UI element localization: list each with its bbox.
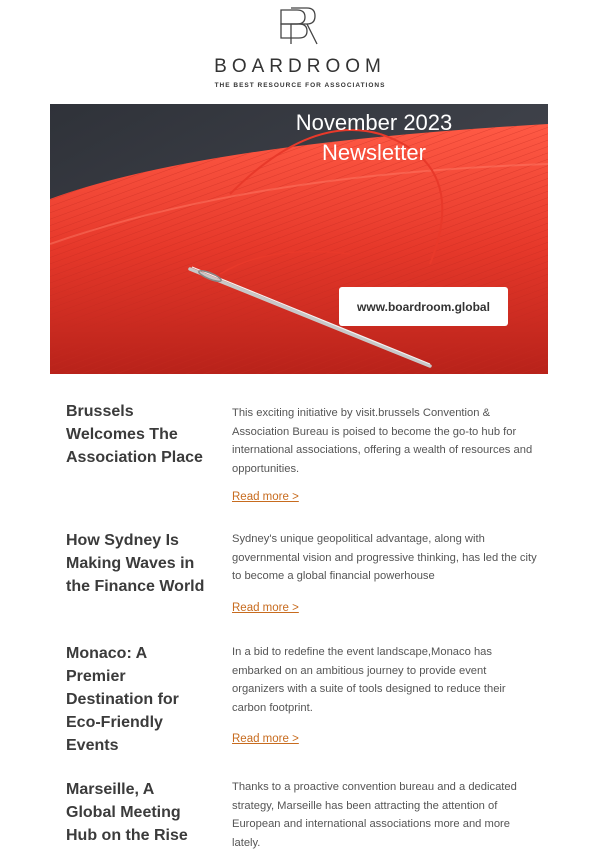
br-monogram-logo[interactable] — [277, 6, 321, 46]
newsletter-title-line2: Newsletter — [322, 140, 426, 165]
newsletter-title — [274, 108, 474, 168]
read-more-link[interactable]: Read more > — [232, 602, 299, 614]
read-more-link[interactable]: Read more > — [232, 491, 299, 503]
website-link-button[interactable]: www.boardroom.global — [339, 287, 508, 326]
read-more-link[interactable]: Read more > — [232, 733, 299, 745]
article-summary: Sydney's unique geopolitical advantage, along with governmental vision and progressive thinking, has led the city to become a global financial powerhouse — [232, 533, 537, 582]
header — [0, 0, 600, 104]
article-title[interactable]: Brussels Welcomes The Association Place — [66, 403, 203, 466]
newsletter-title-line1: November 2023 — [295, 110, 453, 135]
brand-tagline: THE BEST RESOURCE FOR ASSOCIATIONS — [214, 82, 386, 89]
article-summary: This exciting initiative by visit.brussels Convention & Association Bureau is poised to become the go-to hub for international associations, offering a wealth of resources and opportunities. — [232, 407, 533, 475]
article-summary: In a bid to redefine the event landscape,Monaco has embarked on an ambitious journey to provide event organizers with a suite of tools designed to reduce their carbon footprint. — [232, 646, 506, 714]
article-summary: Thanks to a proactive convention bureau and a dedicated strategy, Marseille has been attracting the attention of European and international associations more and more lately. — [232, 781, 517, 849]
article-title[interactable]: Marseille, A Global Meeting Hub on the Rise — [66, 781, 188, 844]
brand-name: BOARDROOM — [214, 56, 386, 77]
article-title[interactable]: How Sydney Is Making Waves in the Finance World — [66, 532, 205, 595]
article-title[interactable]: Monaco: A Premier Destination for Eco-Friendly Events — [66, 645, 179, 754]
